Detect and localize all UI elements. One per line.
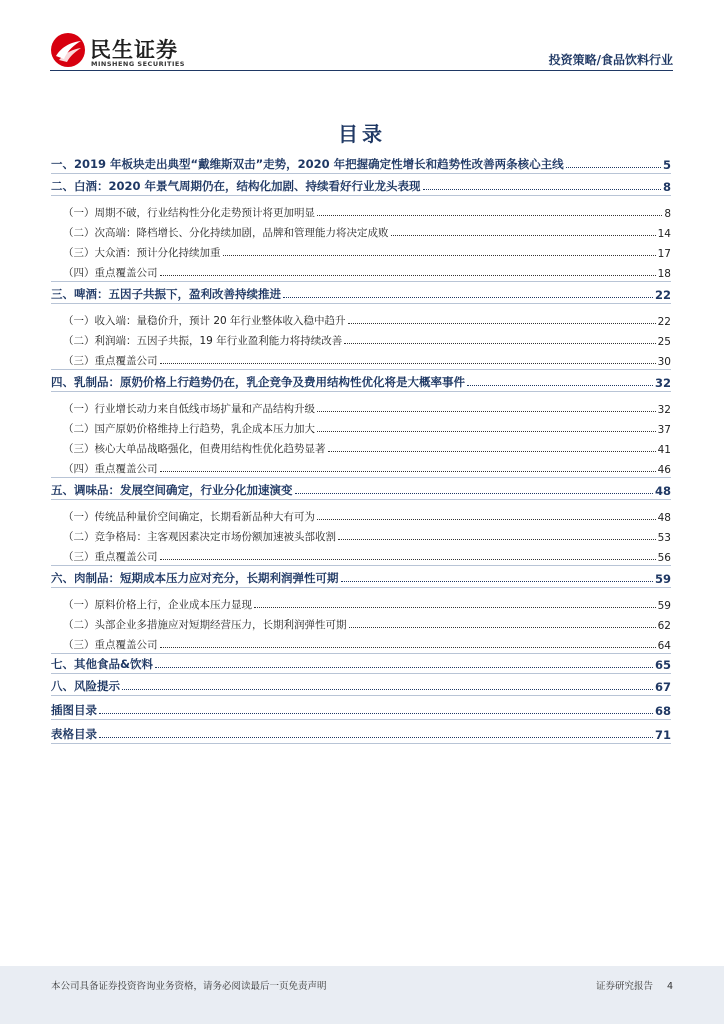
toc-entry-page: 30 <box>657 356 671 368</box>
toc-section-entry[interactable] <box>51 282 671 302</box>
toc-entry-page: 71 <box>654 728 671 742</box>
toc-entry-label: （二）头部企业多措施应对短期经营压力，长期利润弹性可期 <box>51 617 347 632</box>
toc-entry-label: （三）重点覆盖公司 <box>51 637 158 652</box>
toc-leader-dots <box>160 647 656 648</box>
toc-entry-label: （三）重点覆盖公司 <box>51 549 158 564</box>
report-type: 证券研究报告 <box>595 981 653 992</box>
toc-leader-dots <box>122 689 653 690</box>
toc-subsection-entry[interactable] <box>51 308 671 328</box>
toc-entry-label: 三、啤酒：五因子共振下，盈利改善持续推进 <box>51 287 281 301</box>
toc-separator <box>51 195 671 196</box>
toc-leader-dots <box>317 431 656 432</box>
toc-entry-page: 64 <box>657 640 671 652</box>
toc-entry-label: （二）竞争格局：主客观因素决定市场份额加速被头部收割 <box>51 529 336 544</box>
toc-section-entry[interactable] <box>51 370 671 390</box>
toc-leader-dots <box>348 323 656 324</box>
toc-entry-label: （四）重点覆盖公司 <box>51 461 158 476</box>
toc-entry-page: 62 <box>657 620 671 632</box>
toc-entry-page: 22 <box>657 316 671 328</box>
disclaimer-text: 本公司具备证券投资咨询业务资格，请务必阅读最后一页免责声明 <box>51 981 327 992</box>
toc-entry-page: 22 <box>654 288 671 302</box>
toc-entry-label: （三）重点覆盖公司 <box>51 353 158 368</box>
page-header <box>0 0 724 80</box>
toc-section-entry[interactable] <box>51 478 671 498</box>
toc-entry-label: （三）大众酒：预计分化持续加重 <box>51 245 221 260</box>
toc-subsection-entry[interactable] <box>51 416 671 436</box>
footer-right <box>596 978 673 992</box>
toc-entry-label: （二）利润端：五因子共振，19 年行业盈利能力将持续改善 <box>51 333 342 348</box>
toc-entry-page: 17 <box>657 248 671 260</box>
brand-name-cn: 民生证券 <box>90 38 178 62</box>
toc-subsection-entry[interactable] <box>51 524 671 544</box>
minsheng-logo <box>50 32 190 72</box>
toc-subsection-entry[interactable] <box>51 612 671 632</box>
toc-entry-page: 41 <box>657 444 671 456</box>
toc-subsection-entry[interactable] <box>51 456 671 476</box>
toc-entry-page: 14 <box>657 228 671 240</box>
toc-title: 目录 <box>338 122 386 146</box>
header-divider <box>50 70 673 71</box>
toc-entry-label: （二）次高端：降档增长、分化持续加剧，品牌和管理能力将决定成败 <box>51 225 389 240</box>
toc-entry-label: （一）收入端：量稳价升，预计 20 年行业整体收入稳中趋升 <box>51 313 346 328</box>
toc-entry-label: （一）周期不破，行业结构性分化走势预计将更加明显 <box>51 205 315 220</box>
toc-entry-label: 一、2019 年板块走出典型“戴维斯双击”走势，2020 年把握确定性增长和趋势性改善两条核心主线 <box>51 157 564 171</box>
toc-subsection-entry[interactable] <box>51 632 671 652</box>
toc-entry-label: 二、白酒：2020 年景气周期仍在，结构化加剧、持续看好行业龙头表现 <box>51 179 421 193</box>
toc-entry-label: （四）重点覆盖公司 <box>51 265 158 280</box>
toc-entry-page: 65 <box>654 658 671 672</box>
toc-section-entry[interactable] <box>51 174 671 194</box>
toc-entry-label: （一）行业增长动力来自低线市场扩量和产品结构升级 <box>51 401 315 416</box>
toc-subsection-entry[interactable] <box>51 240 671 260</box>
toc-leader-dots <box>328 451 656 452</box>
toc-leader-dots <box>349 627 656 628</box>
toc-leader-dots <box>423 189 661 190</box>
toc-subsection-entry[interactable] <box>51 348 671 368</box>
toc-entry-page: 25 <box>657 336 671 348</box>
toc-separator <box>51 391 671 392</box>
minsheng-logo-icon <box>50 32 86 68</box>
toc-entry-label: 七、其他食品&饮料 <box>51 657 154 671</box>
brand-name-en: MINSHENG SECURITIES <box>91 60 185 68</box>
toc-entry-label: 四、乳制品：原奶价格上行趋势仍在，乳企竞争及费用结构性优化将是大概率事件 <box>51 375 465 389</box>
toc-entry-page: 5 <box>662 158 671 172</box>
toc-separator <box>51 743 671 744</box>
toc-separator <box>51 695 671 696</box>
toc-entry-label: （一）原料价格上行，企业成本压力显现 <box>51 597 252 612</box>
toc-leader-dots <box>566 167 661 168</box>
toc-separator <box>51 587 671 588</box>
toc-entry-page: 46 <box>657 464 671 476</box>
toc-entry-page: 8 <box>664 208 671 220</box>
toc-entry-page: 18 <box>657 268 671 280</box>
page-footer <box>0 966 724 1024</box>
toc-entry-page: 8 <box>662 180 671 194</box>
toc-leader-dots <box>317 215 662 216</box>
toc-leader-dots <box>317 411 656 412</box>
toc-section-entry[interactable] <box>51 674 671 694</box>
toc-subsection-entry[interactable] <box>51 436 671 456</box>
report-category: 投资策略/食品饮料行业 <box>548 53 673 67</box>
toc-leader-dots <box>99 713 653 714</box>
toc-leader-dots <box>160 363 656 364</box>
toc-subsection-entry[interactable] <box>51 328 671 348</box>
toc-leader-dots <box>99 737 653 738</box>
toc-section-entry[interactable] <box>51 566 671 586</box>
toc-entry-page: 56 <box>657 552 671 564</box>
toc-leader-dots <box>295 493 653 494</box>
toc-entry-page: 48 <box>657 512 671 524</box>
toc-entry-label: 八、风险提示 <box>51 679 120 693</box>
toc-entry-label: 表格目录 <box>51 727 97 741</box>
toc-entry-page: 32 <box>657 404 671 416</box>
toc-entry-page: 67 <box>654 680 671 694</box>
toc-subsection-entry[interactable] <box>51 592 671 612</box>
toc-subsection-entry[interactable] <box>51 220 671 240</box>
toc-entry-label: 六、肉制品：短期成本压力应对充分，长期利润弹性可期 <box>51 571 339 585</box>
toc-leader-dots <box>344 343 655 344</box>
toc-entry-label: （二）国产原奶价格维持上行趋势，乳企成本压力加大 <box>51 421 315 436</box>
toc-entry-label: （一）传统品种量价空间确定，长期看新品种大有可为 <box>51 509 315 524</box>
toc-entry-page: 68 <box>654 704 671 718</box>
toc-entry-label: （三）核心大单品战略强化，但费用结构性优化趋势显著 <box>51 441 326 456</box>
toc-entry-page: 59 <box>657 600 671 612</box>
toc-leader-dots <box>391 235 656 236</box>
toc-separator <box>51 303 671 304</box>
toc-subsection-entry[interactable] <box>51 504 671 524</box>
toc-entry-page: 37 <box>657 424 671 436</box>
toc-entry-page: 59 <box>654 572 671 586</box>
toc-section-entry[interactable] <box>51 652 671 672</box>
toc-subsection-entry[interactable] <box>51 260 671 280</box>
toc-separator <box>51 499 671 500</box>
toc-subsection-entry[interactable] <box>51 396 671 416</box>
toc-leader-dots <box>160 471 656 472</box>
toc-leader-dots <box>338 539 656 540</box>
page-number: 4 <box>666 981 673 992</box>
toc-leader-dots <box>223 255 656 256</box>
toc-entry-label: 五、调味品：发展空间确定，行业分化加速演变 <box>51 483 293 497</box>
toc-entry-page: 48 <box>654 484 671 498</box>
toc-leader-dots <box>467 385 653 386</box>
toc-entry-page: 53 <box>657 532 671 544</box>
toc-leader-dots <box>341 581 653 582</box>
toc-leader-dots <box>155 667 653 668</box>
toc-leader-dots <box>283 297 653 298</box>
toc-section-entry[interactable] <box>51 722 671 742</box>
toc-entry-label: 插图目录 <box>51 703 97 717</box>
toc-leader-dots <box>317 519 656 520</box>
toc-leader-dots <box>160 275 656 276</box>
toc-leader-dots <box>254 607 656 608</box>
toc-entry-page: 32 <box>654 376 671 390</box>
toc-leader-dots <box>160 559 656 560</box>
toc-subsection-entry[interactable] <box>51 544 671 564</box>
toc-section-entry[interactable] <box>51 152 671 172</box>
toc-section-entry[interactable] <box>51 698 671 718</box>
toc-separator <box>51 719 671 720</box>
toc-subsection-entry[interactable] <box>51 200 671 220</box>
